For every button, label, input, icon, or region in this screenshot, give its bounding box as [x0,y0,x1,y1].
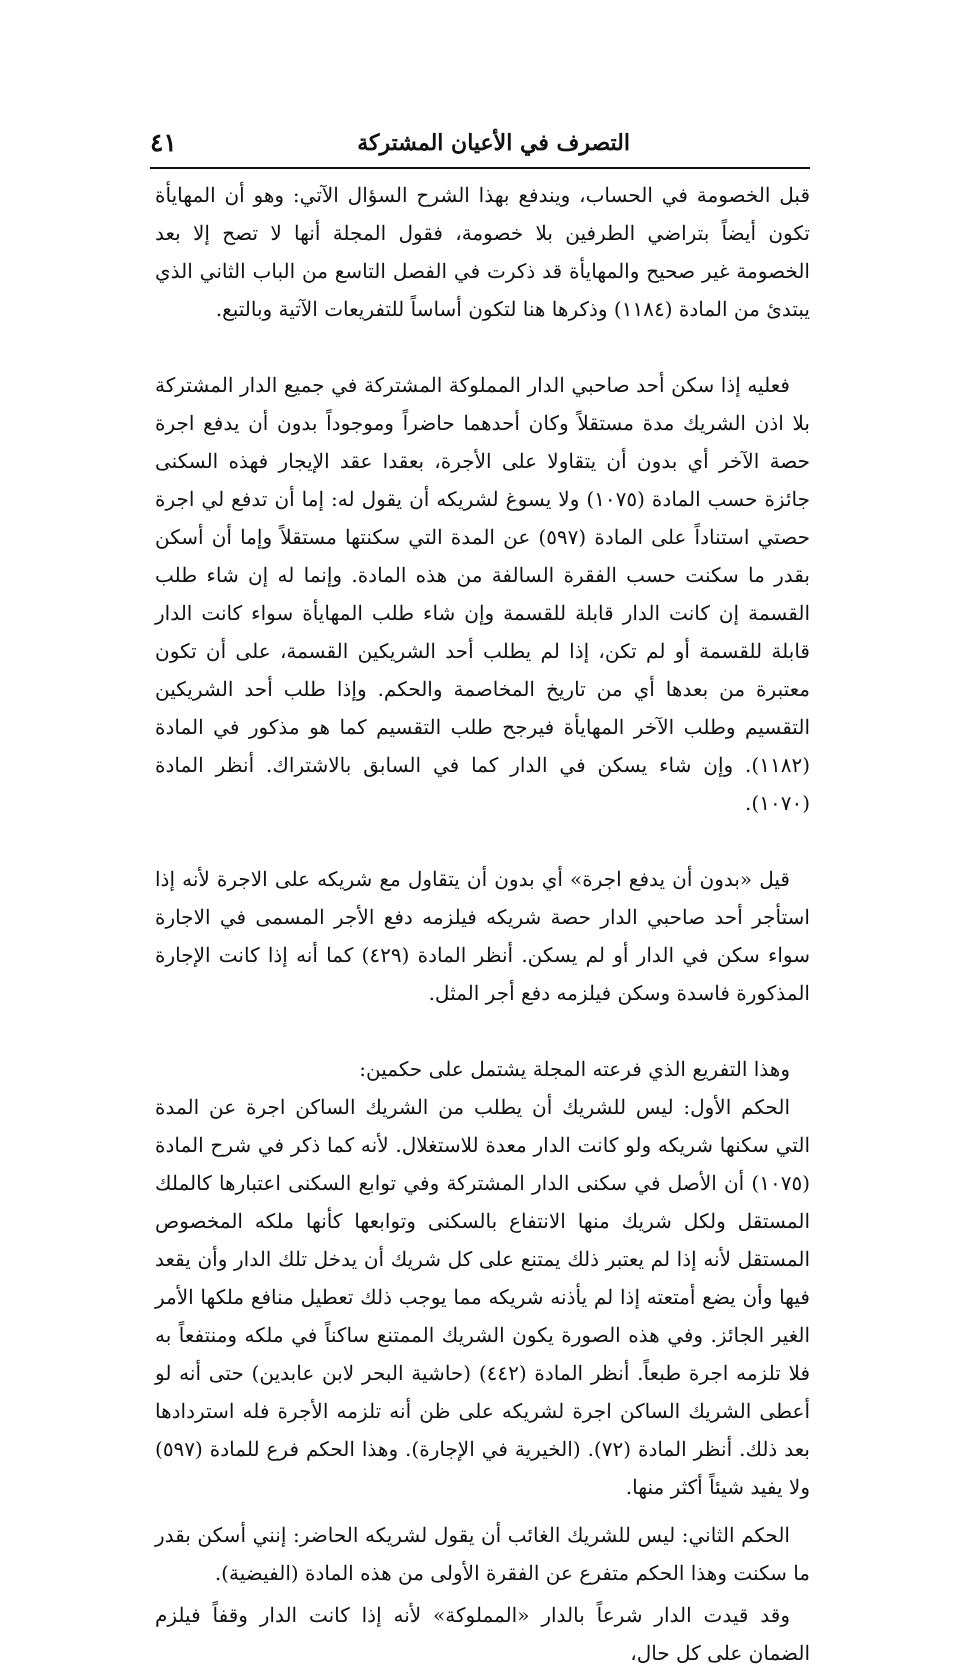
page-number: ٤١ [150,128,177,157]
running-title: التصرف في الأعيان المشتركة [357,130,630,156]
paragraph: وقد قيدت الدار شرعاً بالدار «المملوكة» لأنه إذا كانت الدار وقفاً فيلزم الضمان على كل حال، [155,1603,810,1665]
paragraph: الحكم الثاني: ليس للشريك الغائب أن يقول لشريكه الحاضر: إنني أسكن بقدر ما سكنت وهذا الحكم متفرع عن الفقرة الأولى من هذه المادة (الفيضية). [155,1523,810,1585]
paragraph: وهذا التفريع الذي فرعته المجلة يشتمل على حكمين: [359,1057,790,1081]
paragraph: قيل «بدون أن يدفع اجرة» أي بدون أن يتقاول مع شريكه على الاجرة لأنه إذا استأجر أحد صاحبي الدار حصة شريكه فيلزمه دفع الأجر المسمى في الاجارة سواء سكن في الدار أو لم يسكن. أنظر المادة (٤٢٩) كما أنه إذا كانت الإجارة المذكورة فاسدة وسكن فيلزمه دفع أجر المثل. [155,867,810,1005]
paragraph: قبل الخصومة في الحساب، ويندفع بهذا الشرح السؤال الآتي: وهو أن المهايأة تكون أيضاً بتراضي الطرفين بلا خصومة، فقول المجلة أنها لا تصح إلا بعد الخصومة غير صحيح والمهايأة قد ذكرت في الفصل التاسع من الباب الثاني الذي يبتدئ من المادة (١١٨٤) وذكرها هنا لتكون أساساً للتفريعات الآتية وبالتبع. [155,183,810,321]
paragraph: فعليه إذا سكن أحد صاحبي الدار المملوكة المشتركة في جميع الدار المشتركة بلا اذن الشريك مدة مستقلاً وكان أحدهما حاضراً وموجوداً بدون أن يدفع اجرة حصة الآخر أي بدون أن يتقاولا على الأجرة، بعقدا عقد الإيجار فهذه السكنى جائزة حسب المادة (١٠٧٥) ولا يسوغ لشريكه أن يقول له: إما أن تدفع لي اجرة حصتي استناداً على المادة (٥٩٧) عن المدة التي سكنتها مستقلاً وإما أن أسكن بقدر ما سكنت حسب الفقرة السالفة من هذه المادة. وإنما له إن شاء طلب القسمة إن كانت الدار قابلة للقسمة وإن شاء طلب المهايأة سواء كانت الدار قابلة للقسمة أو لم تكن، إذا لم يطلب أحد الشريكين القسمة، على أن تكون معتبرة من بعدها أي من تاريخ المخاصمة والحكم. وإذا طلب أحد الشريكين التقسيم وطلب الآخر المهايأة فيرجح طلب التقسيم كما هو مذكور في المادة (١١٨٢). وإن شاء يسكن في الدار كما في السابق بالاشتراك. أنظر المادة (١٠٧٠). [155,373,810,815]
page-body [155,176,810,1672]
paragraph: الحكم الأول: ليس للشريك أن يطلب من الشريك الساكن اجرة عن المدة التي سكنها شريكه ولو كانت الدار معدة للاستغلال. لأنه كما ذكر في شرح المادة (١٠٧٥) أن الأصل في سكنى الدار المشتركة وفي توابع السكنى اعتبارها كالملك المستقل ولكل شريك منها الانتفاع بالسكنى وتوابعها كأنها ملكه المخصوص المستقل لأنه إذا لم يعتبر ذلك يمتنع على كل شريك أن يدخل تلك الدار وأن يقعد فيها وأن يضع أمتعته إذا لم يأذنه شريكه مما يوجب ذلك تعطيل منافع ملكها الأمر الغير الجائز. وفي هذه الصورة يكون الشريك الممتنع ساكناً في ملكه ومنتفعاً به فلا تلزمه اجرة طبعاً. أنظر المادة (٤٤٢) (حاشية البحر لابن عابدين) حتى أنه لو أعطى الشريك الساكن اجرة لشريكه على ظن أنه تلزمه الأجرة فله استردادها بعد ذلك. أنظر المادة (٧٢). (الخيرية في الإجارة). وهذا الحكم فرع للمادة (٥٩٧) ولا يفيد شيئاً أكثر منها. [155,1095,811,1499]
page-header [150,128,810,164]
header-rule [150,167,810,169]
